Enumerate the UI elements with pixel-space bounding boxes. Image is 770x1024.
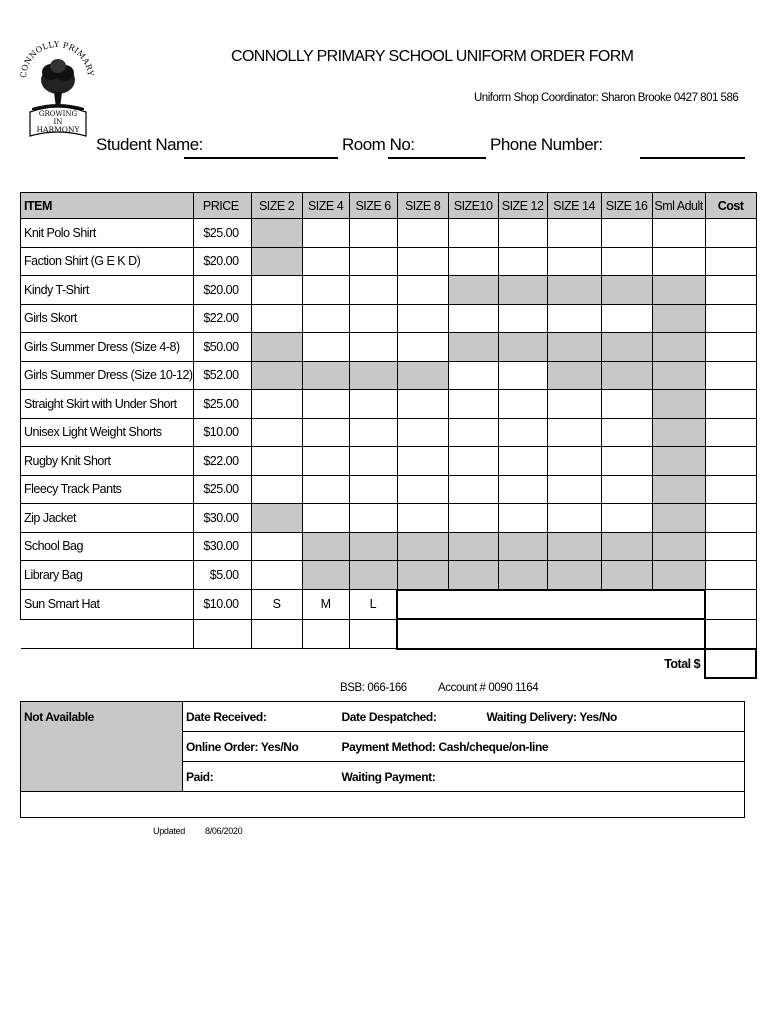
svg-text:HARMONY: HARMONY — [36, 125, 80, 134]
unavailable-size-cell — [251, 247, 302, 276]
unavailable-size-cell — [547, 532, 601, 561]
item-name: Straight Skirt with Under Short — [21, 390, 194, 419]
bsb-number: BSB: 066-166 — [340, 682, 407, 694]
item-name: Unisex Light Weight Shorts — [21, 418, 194, 447]
not-available-cell: Not Available — [21, 702, 183, 792]
unavailable-size-cell — [498, 561, 547, 590]
blank-cell[interactable] — [349, 619, 397, 649]
item-price: $20.00 — [193, 276, 251, 305]
item-name: Kindy T-Shirt — [21, 276, 194, 305]
quantity-cell[interactable] — [498, 304, 547, 333]
quantity-cell[interactable] — [448, 447, 498, 476]
column-header: ITEM — [21, 193, 194, 219]
item-name: Girls Summer Dress (Size 10-12) — [21, 361, 194, 390]
item-price: $25.00 — [193, 390, 251, 419]
quantity-cell[interactable] — [547, 304, 601, 333]
quantity-cell[interactable] — [498, 447, 547, 476]
column-header: SIZE 12 — [498, 193, 547, 219]
payment-method-label: Payment Method: Cash/cheque/on-line — [339, 732, 745, 762]
table-row — [21, 304, 757, 333]
svg-text:GROWING: GROWING — [38, 110, 78, 118]
column-header: Sml Adult — [652, 193, 705, 219]
quantity-cell[interactable] — [349, 333, 397, 362]
quantity-cell[interactable] — [302, 276, 349, 305]
table-row — [21, 590, 757, 620]
quantity-cell[interactable] — [251, 418, 302, 447]
column-header: SIZE 14 — [547, 193, 601, 219]
blank-notes-box[interactable] — [397, 619, 705, 649]
quantity-cell[interactable] — [302, 418, 349, 447]
unavailable-size-cell — [652, 390, 705, 419]
cost-cell[interactable] — [705, 619, 756, 649]
column-header: Cost — [705, 193, 756, 219]
quantity-cell[interactable] — [397, 390, 448, 419]
table-row — [21, 504, 757, 533]
quantity-cell[interactable] — [498, 390, 547, 419]
item-price: $10.00 — [193, 418, 251, 447]
table-row — [21, 561, 757, 590]
quantity-cell[interactable] — [349, 418, 397, 447]
quantity-cell[interactable] — [397, 475, 448, 504]
unavailable-size-cell — [397, 532, 448, 561]
quantity-cell[interactable] — [251, 447, 302, 476]
account-number: Account # 0090 1164 — [438, 682, 539, 694]
quantity-cell[interactable] — [652, 247, 705, 276]
unavailable-size-cell — [652, 475, 705, 504]
quantity-cell[interactable] — [498, 361, 547, 390]
coordinator-info: Uniform Shop Coordinator: Sharon Brooke 0427 801 586 — [474, 92, 739, 104]
total-row — [21, 649, 757, 679]
unavailable-size-cell — [302, 532, 349, 561]
total-spacer — [21, 649, 653, 679]
column-header: SIZE 8 — [397, 193, 448, 219]
quantity-cell[interactable] — [601, 504, 652, 533]
item-name: Girls Summer Dress (Size 4-8) — [21, 333, 194, 362]
table-row — [21, 475, 757, 504]
cost-cell[interactable] — [705, 418, 756, 447]
room-no-field[interactable] — [388, 157, 486, 159]
unavailable-size-cell — [448, 276, 498, 305]
cost-cell[interactable] — [705, 276, 756, 305]
item-price: $5.00 — [193, 561, 251, 590]
quantity-cell[interactable] — [498, 418, 547, 447]
column-header: SIZE 2 — [251, 193, 302, 219]
quantity-cell[interactable] — [601, 475, 652, 504]
item-name: Knit Polo Shirt — [21, 219, 194, 248]
cost-cell[interactable] — [705, 361, 756, 390]
column-header: SIZE 4 — [302, 193, 349, 219]
quantity-cell[interactable] — [498, 219, 547, 248]
quantity-cell[interactable] — [349, 276, 397, 305]
hat-size-s-cell[interactable]: S — [251, 590, 302, 620]
paid-label: Paid: — [183, 762, 339, 792]
item-price: $30.00 — [193, 504, 251, 533]
quantity-cell[interactable] — [601, 390, 652, 419]
unavailable-size-cell — [601, 333, 652, 362]
quantity-cell[interactable] — [601, 418, 652, 447]
cost-cell[interactable] — [705, 532, 756, 561]
table-row — [21, 333, 757, 362]
quantity-cell[interactable] — [302, 504, 349, 533]
order-table — [20, 192, 757, 679]
quantity-cell[interactable] — [302, 219, 349, 248]
cost-cell[interactable] — [705, 504, 756, 533]
quantity-cell[interactable] — [251, 561, 302, 590]
date-received-label: Date Received: — [183, 702, 339, 732]
item-name: Library Bag — [21, 561, 194, 590]
quantity-cell[interactable] — [448, 304, 498, 333]
quantity-cell[interactable] — [547, 475, 601, 504]
quantity-cell[interactable] — [397, 219, 448, 248]
quantity-cell[interactable] — [397, 504, 448, 533]
quantity-cell[interactable] — [302, 475, 349, 504]
column-header: PRICE — [193, 193, 251, 219]
item-price: $22.00 — [193, 304, 251, 333]
column-header: SIZE 6 — [349, 193, 397, 219]
updated-date: 8/06/2020 — [205, 826, 243, 836]
quantity-cell[interactable] — [601, 304, 652, 333]
table-row — [21, 619, 757, 649]
unavailable-size-cell — [498, 276, 547, 305]
unavailable-size-cell — [547, 276, 601, 305]
unavailable-size-cell — [397, 561, 448, 590]
item-price: $10.00 — [193, 590, 251, 620]
blank-price-cell[interactable] — [193, 619, 251, 649]
quantity-cell[interactable] — [448, 418, 498, 447]
blank-cell[interactable] — [251, 619, 302, 649]
cost-cell[interactable] — [705, 590, 756, 620]
cost-cell[interactable] — [705, 390, 756, 419]
svg-text:CONNOLLY PRIMARY SCHOOL: CONNOLLY PRIMARY — [18, 39, 96, 79]
table-row — [21, 276, 757, 305]
phone-number-label: Phone Number: — [490, 135, 603, 154]
unavailable-size-cell — [601, 561, 652, 590]
quantity-cell[interactable] — [448, 504, 498, 533]
quantity-cell[interactable] — [349, 304, 397, 333]
unavailable-size-cell — [652, 561, 705, 590]
column-header: SIZE10 — [448, 193, 498, 219]
updated-label: Updated — [153, 826, 185, 836]
quantity-cell[interactable] — [349, 475, 397, 504]
quantity-cell[interactable] — [349, 504, 397, 533]
item-name: Fleecy Track Pants — [21, 475, 194, 504]
cost-cell[interactable] — [705, 247, 756, 276]
item-name: School Bag — [21, 532, 194, 561]
unavailable-size-cell — [302, 561, 349, 590]
blank-cell[interactable] — [302, 619, 349, 649]
quantity-cell[interactable] — [547, 418, 601, 447]
quantity-cell[interactable] — [448, 390, 498, 419]
hat-notes-box[interactable] — [397, 590, 705, 620]
quantity-cell[interactable] — [652, 219, 705, 248]
item-price: $20.00 — [193, 247, 251, 276]
hat-size-l-cell[interactable]: L — [349, 590, 397, 620]
form-title: CONNOLLY PRIMARY SCHOOL UNIFORM ORDER FORM — [231, 48, 634, 65]
quantity-cell[interactable] — [547, 219, 601, 248]
quantity-cell[interactable] — [349, 447, 397, 476]
unavailable-size-cell — [652, 276, 705, 305]
quantity-cell[interactable] — [302, 247, 349, 276]
quantity-cell[interactable] — [547, 447, 601, 476]
unavailable-size-cell — [349, 361, 397, 390]
unavailable-size-cell — [349, 561, 397, 590]
quantity-cell[interactable] — [498, 475, 547, 504]
item-name: Girls Skort — [21, 304, 194, 333]
quantity-cell[interactable] — [349, 247, 397, 276]
svg-text:IN: IN — [53, 118, 63, 126]
cost-cell[interactable] — [705, 219, 756, 248]
quantity-cell[interactable] — [397, 418, 448, 447]
quantity-cell[interactable] — [251, 304, 302, 333]
unavailable-size-cell — [601, 532, 652, 561]
unavailable-size-cell — [652, 532, 705, 561]
school-logo — [18, 28, 96, 138]
quantity-cell[interactable] — [547, 504, 601, 533]
column-header: SIZE 16 — [601, 193, 652, 219]
date-despatched-label: Date Despatched: — [339, 702, 487, 732]
item-name: Faction Shirt (G E K D) — [21, 247, 194, 276]
table-row — [21, 219, 757, 248]
unavailable-size-cell — [251, 361, 302, 390]
quantity-cell[interactable] — [448, 247, 498, 276]
unavailable-size-cell — [498, 532, 547, 561]
unavailable-size-cell — [601, 276, 652, 305]
room-no-label: Room No: — [342, 135, 415, 154]
unavailable-size-cell — [302, 361, 349, 390]
quantity-cell[interactable] — [251, 390, 302, 419]
quantity-cell[interactable] — [448, 475, 498, 504]
item-price: $50.00 — [193, 333, 251, 362]
blank-item-cell[interactable] — [21, 619, 194, 649]
quantity-cell[interactable] — [448, 361, 498, 390]
table-row — [21, 390, 757, 419]
unavailable-size-cell — [652, 361, 705, 390]
quantity-cell[interactable] — [601, 447, 652, 476]
item-price: $22.00 — [193, 447, 251, 476]
unavailable-size-cell — [547, 333, 601, 362]
quantity-cell[interactable] — [397, 247, 448, 276]
quantity-cell[interactable] — [397, 447, 448, 476]
cost-cell[interactable] — [705, 561, 756, 590]
table-row — [21, 418, 757, 447]
quantity-cell[interactable] — [302, 304, 349, 333]
cost-cell[interactable] — [705, 475, 756, 504]
item-price: $25.00 — [193, 219, 251, 248]
quantity-cell[interactable] — [349, 219, 397, 248]
unavailable-size-cell — [547, 361, 601, 390]
unavailable-size-cell — [652, 304, 705, 333]
online-order-label: Online Order: Yes/No — [183, 732, 339, 762]
unavailable-size-cell — [448, 532, 498, 561]
table-row — [21, 361, 757, 390]
notes-row[interactable] — [21, 792, 745, 818]
table-row — [21, 247, 757, 276]
quantity-cell[interactable] — [302, 333, 349, 362]
quantity-cell[interactable] — [498, 247, 547, 276]
unavailable-size-cell — [652, 418, 705, 447]
item-name: Sun Smart Hat — [21, 590, 194, 620]
quantity-cell[interactable] — [547, 390, 601, 419]
unavailable-size-cell — [251, 333, 302, 362]
quantity-cell[interactable] — [397, 276, 448, 305]
total-label: Total $ — [664, 656, 701, 671]
quantity-cell[interactable] — [397, 333, 448, 362]
cost-cell[interactable] — [705, 333, 756, 362]
quantity-cell[interactable] — [302, 390, 349, 419]
item-price: $30.00 — [193, 532, 251, 561]
unavailable-size-cell — [652, 333, 705, 362]
quantity-cell[interactable] — [397, 304, 448, 333]
phone-number-field[interactable] — [640, 157, 745, 159]
total-cost-field[interactable] — [705, 649, 756, 679]
table-row — [21, 447, 757, 476]
table-row — [21, 532, 757, 561]
item-name: Rugby Knit Short — [21, 447, 194, 476]
item-price: $25.00 — [193, 475, 251, 504]
waiting-payment-label: Waiting Payment: — [339, 762, 745, 792]
quantity-cell[interactable] — [601, 219, 652, 248]
unavailable-size-cell — [652, 504, 705, 533]
item-price: $52.00 — [193, 361, 251, 390]
unavailable-size-cell — [349, 532, 397, 561]
student-name-field[interactable] — [184, 157, 338, 159]
unavailable-size-cell — [448, 561, 498, 590]
waiting-delivery-label: Waiting Delivery: Yes/No — [487, 702, 745, 732]
cost-cell[interactable] — [705, 304, 756, 333]
quantity-cell[interactable] — [251, 276, 302, 305]
quantity-cell[interactable] — [251, 475, 302, 504]
quantity-cell[interactable] — [448, 219, 498, 248]
office-use-table — [20, 701, 745, 818]
cost-cell[interactable] — [705, 447, 756, 476]
quantity-cell[interactable] — [547, 247, 601, 276]
student-name-label: Student Name: — [96, 135, 203, 154]
quantity-cell[interactable] — [498, 504, 547, 533]
quantity-cell[interactable] — [601, 247, 652, 276]
unavailable-size-cell — [251, 504, 302, 533]
unavailable-size-cell — [601, 361, 652, 390]
item-name: Zip Jacket — [21, 504, 194, 533]
table-header-row — [21, 193, 757, 219]
unavailable-size-cell — [498, 333, 547, 362]
quantity-cell[interactable] — [251, 532, 302, 561]
unavailable-size-cell — [448, 333, 498, 362]
unavailable-size-cell — [652, 447, 705, 476]
unavailable-size-cell — [397, 361, 448, 390]
unavailable-size-cell — [547, 561, 601, 590]
quantity-cell[interactable] — [302, 447, 349, 476]
quantity-cell[interactable] — [349, 390, 397, 419]
hat-size-m-cell[interactable]: M — [302, 590, 349, 620]
unavailable-size-cell — [251, 219, 302, 248]
